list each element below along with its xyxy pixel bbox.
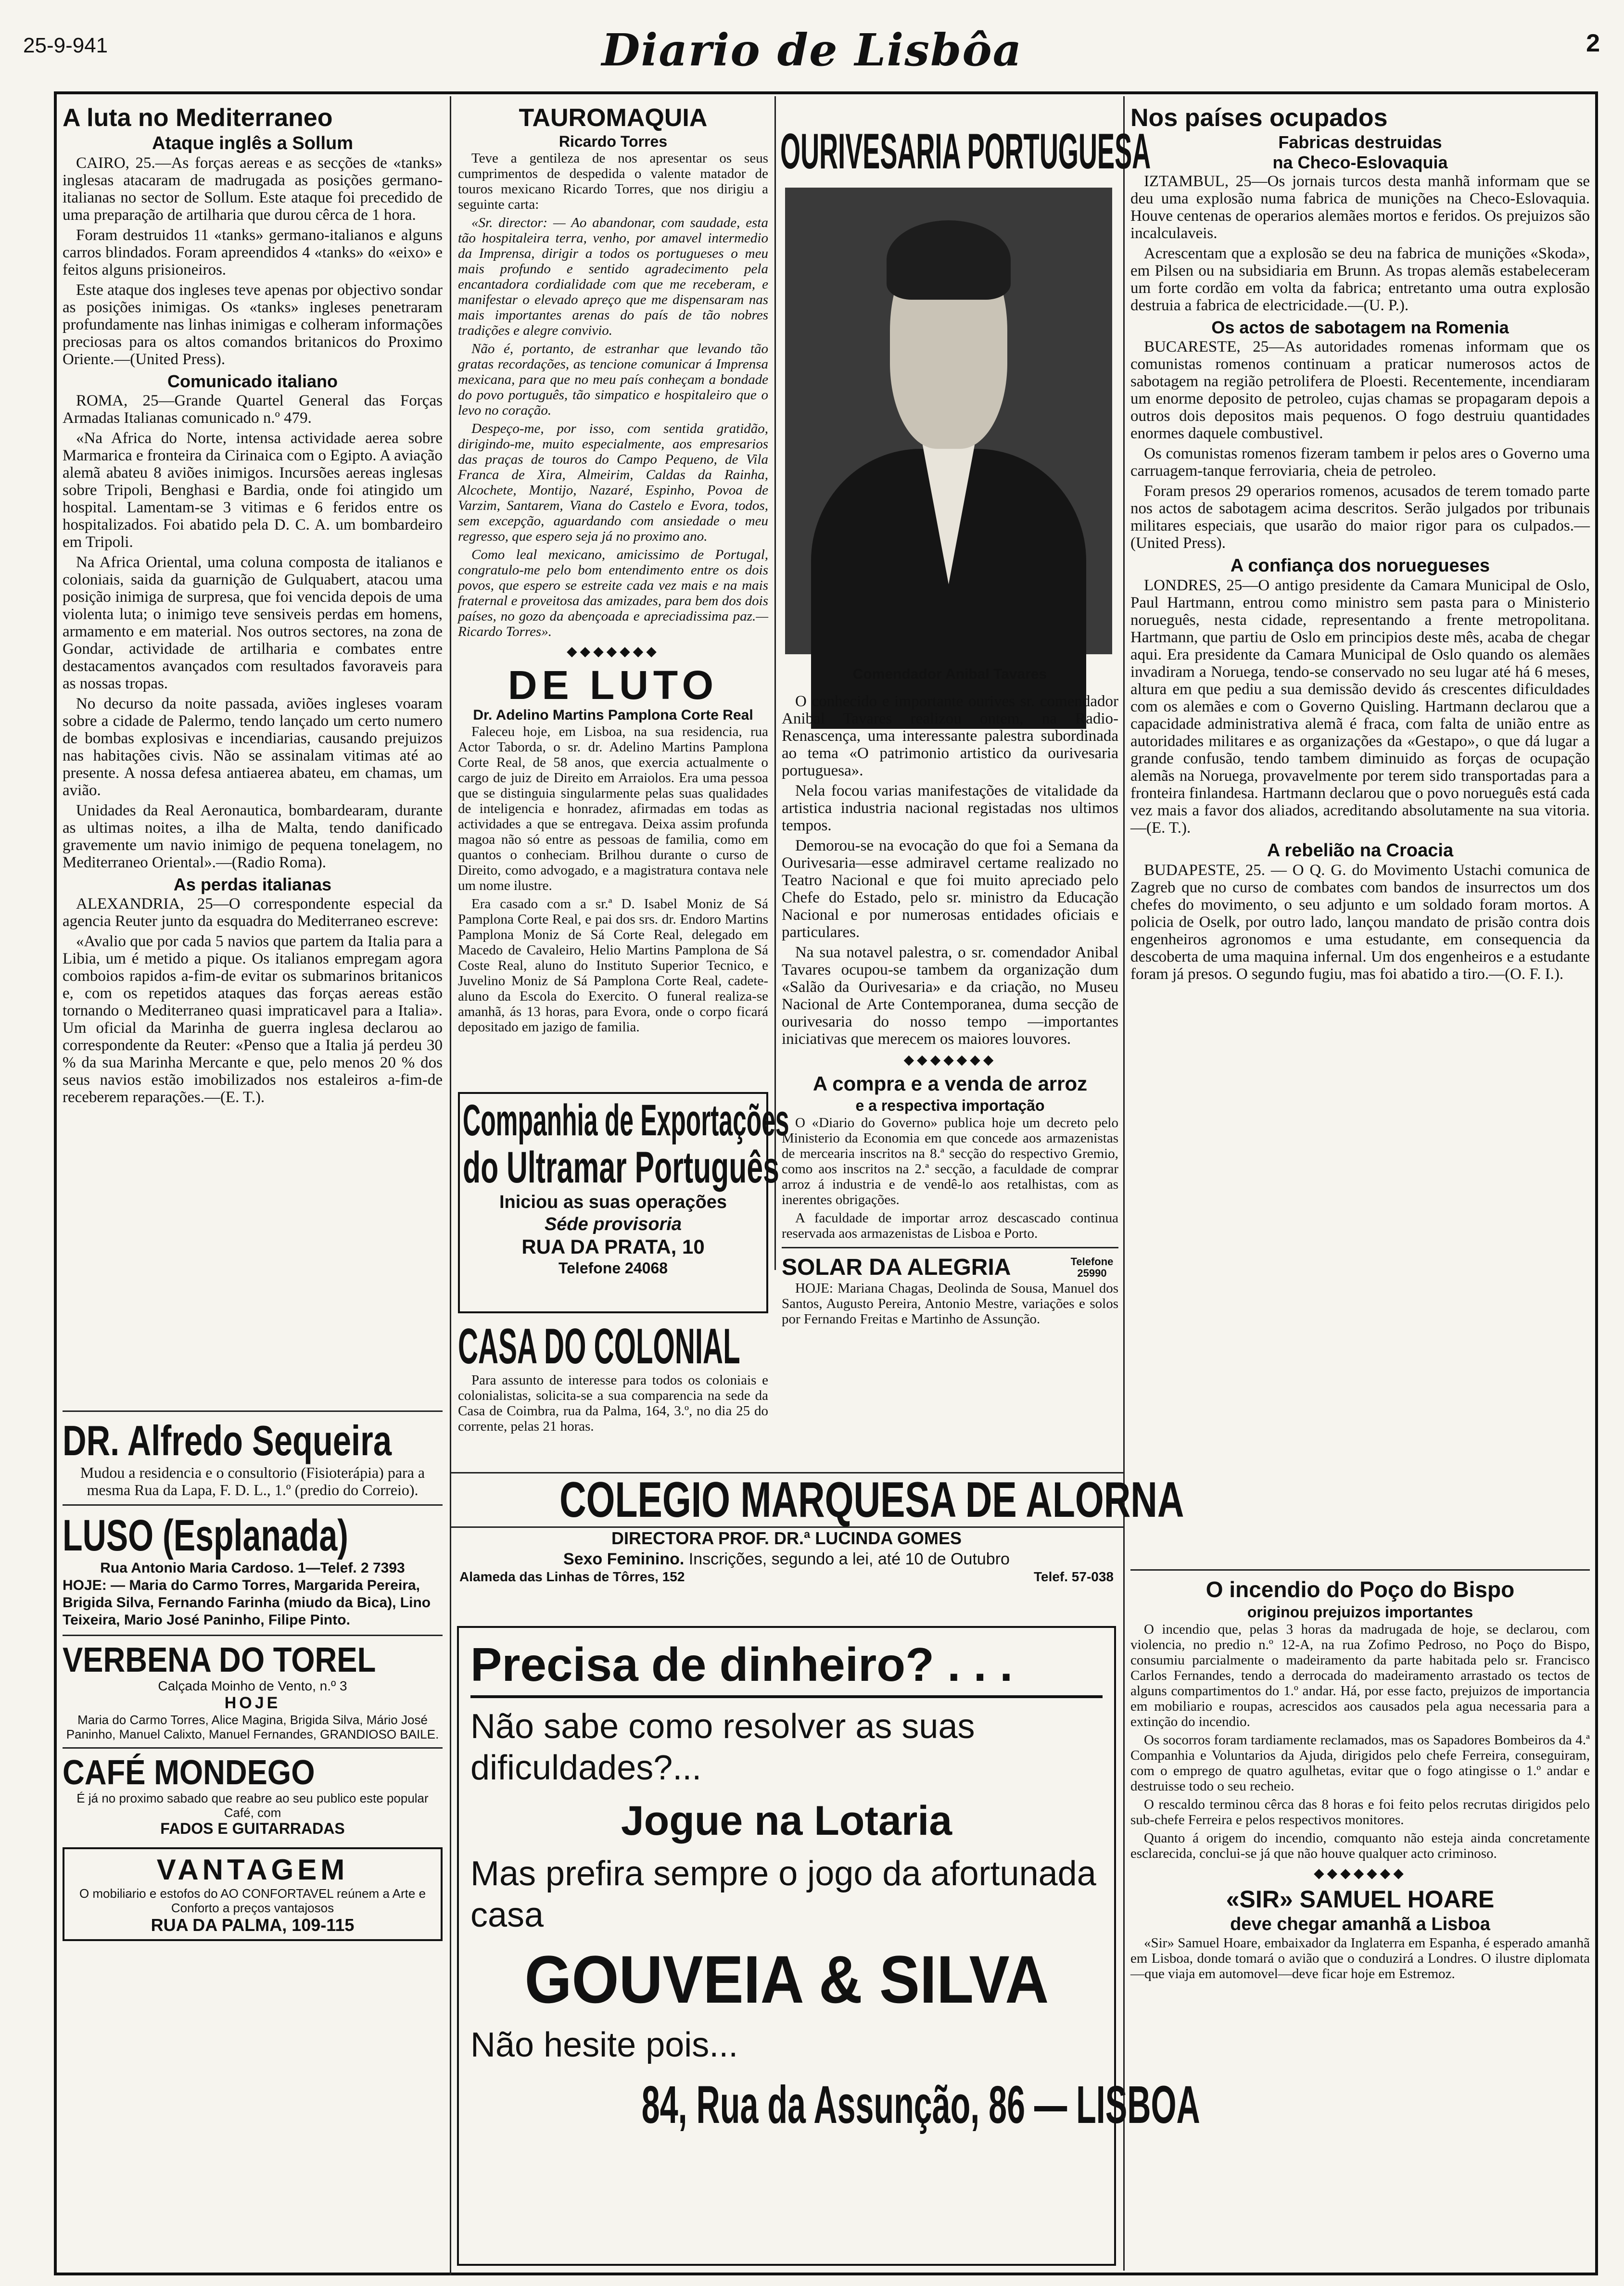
paragraph: BUDAPESTE, 25. — O Q. G. do Movimento Ustachi comunica de Zagreb que no curso de combates com bandos de insurrectos um dos chefes do movimento, o seu adjunto e um soldado foram mortos. A policia de Oselk, por outro lado, lançou mandato de prisão contra dois engenheiros agronomos e uma estudante, em consequencia da descoberta de uma maquina infernal. Um dos engenheiros e a estudante foram já presos. O segundo fugiu, mas foi abatido a tiro.—(O. F. I.). bbox=[1130, 862, 1590, 983]
headline: Nos países ocupados bbox=[1130, 104, 1388, 132]
ad-text: Inscrições, segundo a lei, até 10 de Outubro bbox=[688, 1550, 1010, 1568]
headline: «SIR» SAMUEL HOARE bbox=[1226, 1886, 1495, 1913]
paragraph: A faculdade de importar arroz descascado continua reservada aos armazenistas de Lisboa e Porto. bbox=[782, 1210, 1118, 1241]
photo-caption: Comendador Anibal Tavares bbox=[852, 666, 1047, 682]
article-mediterraneo bbox=[63, 103, 443, 1397]
paragraph: Não é, portanto, de estranhar que levando tão gratas recordações, as tencione comunicar á Imprensa mexicana, para que no meu país conheçam a bondade do povo português, tão simpatico e hospitaleiro que o levo no coração. bbox=[458, 341, 768, 418]
ad-tag: FADOS E GUITARRADAS bbox=[160, 1820, 345, 1837]
ad-title: Companhia de Exportações bbox=[463, 1096, 789, 1145]
column-4-lower bbox=[1130, 1563, 1590, 2271]
paragraph: Foram presos 29 operarios romenos, acusados de terem tomado parte nos actos de sabotagem acima descritos. Serão julgados por tribunais militares especiais, que usarão do maior rigor para os culpados.—(United Press). bbox=[1130, 483, 1590, 552]
ad-text: Sexo Feminino. bbox=[563, 1550, 685, 1568]
paragraph: Como leal mexicano, amicissimo de Portugal, congratulo-me pelo bom entendimento entre os dois povos, que espero se estreite cada vez mais e na mais fraternal e proveitosa das amizades, para bem dos dois países, no gozo da abençoada e apreciadissima paz.—Ricardo Torres». bbox=[458, 547, 768, 639]
subheadline: originou prejuizos importantes bbox=[1247, 1603, 1473, 1621]
ad-text: Não hesite pois... bbox=[470, 2026, 738, 2064]
headline: TAUROMAQUIA bbox=[519, 104, 708, 132]
ad-lotaria-gouveia-silva bbox=[457, 1626, 1200, 2266]
ad-title: LUSO (Esplanada) bbox=[63, 1511, 348, 1560]
paragraph: Os socorros foram tardiamente reclamados, mas os Sapadores Bombeiros da 4.ª Companhia e Voluntarios da Ajuda, dirigidos pelo chefe Ferreira, conseguiram, com o emprego de quatro agulhetas, evitar que o fogo atingisse o 1.º andar e destruisse todo o seu recheio. bbox=[1130, 1732, 1590, 1794]
subheadline: A rebelião na Croacia bbox=[1267, 840, 1454, 861]
ad-text: Mas prefira sempre o jogo da afortunada casa bbox=[470, 1854, 1096, 1934]
paragraph: O rescaldo terminou cêrca das 8 horas e foi feito pelos recrutas dirigidos pelo sub-chefe Ferreira e pelos respectivos monitores. bbox=[1130, 1797, 1590, 1828]
headline: A luta no Mediterraneo bbox=[63, 104, 333, 132]
paragraph: CAIRO, 25.—As forças aereas e as secções de «tanks» inglesas atacaram de madrugada as posições germano-italianas no sector de Sollum. Este ataque foi precedido de uma preparação de artilharia que durou cêrca de 1 hora. bbox=[63, 154, 443, 224]
paragraph: Despeço-me, por isso, com sentida gratidão, dirigindo-me, muito especialmente, aos empresarios das praças de touros do Campo Pequeno, de Vila Franca de Xira, Almeirim, Caldas da Rainha, Alcochete, Montijo, Nazaré, Espinho, Povoa de Varzim, Santarem, Viana do Castelo e Evora, todos, sem excepção, aguardando com ansiedade o meu regresso, que espero seja já no proximo ano. bbox=[458, 421, 768, 544]
paragraph: Acrescentam que a explosão se deu na fabrica de munições «Skoda», em Pilsen ou na subsidiaria em Brunn. As tropas alemãs estabeleceram um forte cordão em volta da fabrica; entretanto uma outra explosão destruia a fabrica de electricidade.—(U. P.). bbox=[1130, 245, 1590, 314]
paragraph: «Avalio que por cada 5 navios que partem da Italia para a Libia, um é metido a pique. Os italianos empregam agora comboios rapidos a-fim-de evitar os submarinos britanicos e, com os repetidos ataques das forças aereas estão tornando o Mediterraneo quasi impraticavel para a Italia». Um oficial da Marinha de guerra inglesa declarou ao correspondente da Reuter: «Penso que a Italia já perdeu 30 % da sua Marinha Mercante e que, pelo menos 20 % dos seus navios estão imobilizados nos estaleiros a-fim-de receberem reparações.—(E. T.). bbox=[63, 933, 443, 1106]
column-rule bbox=[774, 96, 776, 1270]
column-3 bbox=[782, 693, 1118, 1327]
column-2 bbox=[458, 103, 768, 1143]
paragraph: Teve a gentileza de nos apresentar os seus cumprimentos de despedida o valente matador de touros mexicano Ricardo Torres, que nos dirigiu a seguinte carta: bbox=[458, 151, 768, 212]
paragraph: «Sir» Samuel Hoare, embaixador da Inglaterra em Espanha, é esperado amanhã em Lisboa, donde tomará o avião que o conduzirá a Londres. O ilustre diplomata—que viaja em automovel—deve ficar hoje em Estremoz. bbox=[1130, 1935, 1590, 1981]
paragraph: BUCARESTE, 25—As autoridades romenas informam que os comunistas romenos continuam a praticar numerosos actos de sabotagem na região petrolifera de Ploesti. Recentemente, incendiaram um enorme deposito de petroleo, cujas chamas se propagaram depois a outros dois depositos mais pequenos. O fogo destruiu quantidades enormes daquele combustivel. bbox=[1130, 338, 1590, 442]
ad-address: RUA DA PALMA, 109-115 bbox=[151, 1915, 355, 1935]
ad-headline: Jogue na Lotaria bbox=[621, 1798, 952, 1844]
subheadline: Ataque inglês a Sollum bbox=[152, 133, 354, 153]
ad-text: HOJE: — Maria do Carmo Torres, Margarida Pereira, Brigida Silva, Fernando Farinha (miudo da Bica), Lino Teixeira, Mario José Paninho, Filipe Pinto. bbox=[63, 1577, 431, 1628]
paragraph: Este ataque dos ingleses teve apenas por objectivo sondar as posições inimigas. Os «tanks» ingleses penetraram profundamente nas linhas inimigas e colheram informações preciosas para os altos comandos britanicos do Proximo Oriente.—(United Press). bbox=[63, 281, 443, 368]
paragraph: Quanto á origem do incendio, comquanto não esteja ainda concretamente esclarecida, conclui-se já que não houve qualquer acto criminoso. bbox=[1130, 1830, 1590, 1861]
ad-title: CASA DO COLONIAL bbox=[458, 1319, 740, 1374]
ad-casa-colonial bbox=[458, 1321, 768, 1465]
paragraph: O «Diario do Governo» publica hoje um decreto pelo Ministerio da Economia em que concede aos armazenistas de mercearia inscritos na 8.ª secção do respectivo Gremio, como aos inscritos na 2.ª secção, a faculdade de comprar arroz á industria e de vendê-lo aos retalhistas, com as inerentes obrigações. bbox=[782, 1115, 1118, 1207]
paragraph: IZTAMBUL, 25—Os jornais turcos desta manhã informam que se deu uma explosão numa fabrica de munições na Checo-Eslovaquia. Houve centenas de operarios alemães mortos e feridos. Os prejuizos são incalculaveis. bbox=[1130, 173, 1590, 242]
paragraph: ROMA, 25—Grande Quartel General das Forças Armadas Italianas comunicado n.º 479. bbox=[63, 392, 443, 427]
paragraph: Unidades da Real Aeronautica, bombardearam, durante as ultimas noites, a ilha de Malta, tendo danificado gravemente um navio inimigo de pequena tonelagem, no Mediterraneo Oriental».—(Radio Roma). bbox=[63, 802, 443, 871]
subheadline: e a respectiva importação bbox=[855, 1097, 1045, 1114]
subheadline: na Checo-Eslovaquia bbox=[1272, 152, 1448, 172]
ad-address: Rua Antonio Maria Cardoso. 1—Telef. 2 7393 bbox=[100, 1560, 405, 1576]
banner-title: OURIVESARIA PORTUGUESA bbox=[780, 124, 1151, 179]
ad-text: Iniciou as suas operações bbox=[499, 1192, 727, 1212]
paragraph: Na sua notavel palestra, o sr. comendador Anibal Tavares ocupou-se tambem da organização dum «Salão da Ourivesaria» e da criação, no Museu Nacional de Arte Contemporanea, duma secção de ourivesaria do nosso tempo —importantes iniciativas que merecem os maiores louvores. bbox=[782, 944, 1118, 1048]
subheadline: A confiança dos noruegueses bbox=[1230, 556, 1490, 576]
ad-phone: Telefone 24068 bbox=[558, 1259, 668, 1277]
ad-address: Alameda das Linhas de Tôrres, 152 bbox=[459, 1569, 685, 1584]
paragraph: «Na Africa do Norte, intensa actividade aerea sobre Marmarica e fronteira da Cirinaica com o Egipto. A aviação alemã abateu 8 aviões inimigos. Incursões aereas inglesas sobre Tripoli, Benghasi e Bardia, onde foi atingido um hospital. Lamentam-se 3 vitimas e 6 feridos entre os hospitalizados. Foi abatido pela D. C. A. um bombardeiro em Tripoli. bbox=[63, 430, 443, 551]
ad-title: VERBENA DO TOREL bbox=[63, 1641, 376, 1679]
ad-tag: HOJE bbox=[224, 1694, 281, 1712]
paragraph: «Sr. director: — Ao abandonar, com saudade, esta tão hospitaleira terra, venho, por amavel intermedio da Imprensa, dirigir a todos os portugueses o meu mais profundo e sentido agradecimento pela encantadora cordialidade com que me receberam, e manifestar o elevado apreço que me dispensaram nas mais importantes arenas do país de tão nobres tradições e alegre convivio. bbox=[458, 215, 768, 338]
ad-title: DR. Alfredo Sequeira bbox=[63, 1417, 392, 1464]
ad-title: VANTAGEM bbox=[156, 1854, 349, 1886]
portrait-photo bbox=[785, 188, 1112, 654]
headline: A compra e a venda de arroz bbox=[812, 1072, 1088, 1095]
subheadline: Os actos de sabotagem na Romenia bbox=[1211, 318, 1509, 337]
headline: DE LUTO bbox=[508, 662, 719, 708]
column-4 bbox=[1130, 103, 1590, 1556]
paragraph: O conhecido e importante ourives sr. comendador Anibal Tavares realizou ontem, na Radio-Renascença, uma interessante palestra subordinada ao tema «O patrimonio artistico da ourivesaria portuguesa». bbox=[782, 693, 1118, 779]
divider: ◆◆◆◆◆◆◆ bbox=[567, 644, 660, 659]
subheadline: Fabricas destruidas bbox=[1278, 132, 1442, 152]
headline: O incendio do Poço do Bispo bbox=[1205, 1577, 1515, 1602]
ad-text: É já no proximo sabado que reabre ao seu publico este popular Café, com bbox=[76, 1791, 429, 1820]
divider: ◆◆◆◆◆◆◆ bbox=[1314, 1866, 1407, 1881]
ad-text: Não sabe como resolver as suas dificuldades?... bbox=[470, 1707, 975, 1787]
ad-title: do Ultramar Português bbox=[463, 1143, 779, 1192]
paragraph: O incendio que, pelas 3 horas da madrugada de hoje, se declarou, com violencia, no predio n.º 12-A, na rua Zofimo Pedroso, no Poço do Bispo, consumiu parcialmente o madeiramento da parte habitada pelo sr. Francisco Carlos Fernandes, tendo a derrocada do madeiramento arrastado os tectos de alguns compartimentos do 1.º andar. Há, por esse facto, prejuizos de importancia em mobiliario e roupas, acrescidos aos causados pela agua necessaria para a extinção do incendio. bbox=[1130, 1622, 1590, 1729]
ad-text: Para assunto de interesse para todos os coloniais e colonialistas, solicita-se a sua comparencia na sede da Casa de Coimbra, rua da Palma, 164, 3.º, no dia 25 do corrente, pelas 21 horas. bbox=[458, 1372, 768, 1434]
paragraph: Nela focou varias manifestações de vitalidade da artistica industria nacional registadas nos ultimos tempos. bbox=[782, 782, 1118, 834]
ad-phone: Telef. 57-038 bbox=[1033, 1569, 1114, 1584]
ad-address: RUA DA PRATA, 10 bbox=[521, 1235, 705, 1258]
subheadline: As perdas italianas bbox=[173, 875, 332, 894]
paragraph: Na Africa Oriental, uma coluna composta de italianos e coloniais, saida da guarnição de Gulquabert, atacou uma posição inimiga de surpresa, que foi vencida depois de uma violenta luta; o inimigo teve sensiveis perdas em homens, armamento e em material. Nos outros sectores, na zona de Gondar, actividade de artilharia e combates entre destacamentos avançados com resultados favoraveis para as nossas tropas. bbox=[63, 554, 443, 692]
ad-colegio-alorna bbox=[450, 1472, 1184, 1621]
subheadline: Dr. Adelino Martins Pamplona Corte Real bbox=[473, 707, 753, 723]
paragraph: Demorou-se na evocação do que foi a Semana da Ourivesaria—esse admiravel certame realizado no Teatro Nacional e que foi muito apreciado pelo Chefe do Estado, pelo sr. ministro da Educação Nacional e por numerosas entidades oficiais e particulares. bbox=[782, 837, 1118, 941]
ad-text: Mudou a residencia e o consultorio (Fisioterápia) para a mesma Rua da Lapa, F. D. L., 1.º (predio do Correio). bbox=[80, 1464, 425, 1499]
paragraph: Era casado com a sr.ª D. Isabel Moniz de Sá Pamplona Corte Real, e pai dos srs. dr. Endoro Martins Pamplona Moniz de Sá Corte Real, delegado em Macedo de Cavaleiro, Helio Martins Pamplona de Sá Coste Real, aluno do Instituto Superior Tecnico, e Juvelino Moniz de Sá Pamplona Corte Real, cadete-aluno da Escola do Exercito. O funeral realiza-se amanhã, ás 13 horas, para Evora, onde o corpo ficará depositado em jazigo de familia. bbox=[458, 896, 768, 1035]
ad-director: DIRECTORA PROF. DR.ª LUCINDA GOMES bbox=[611, 1528, 962, 1548]
subheadline: Ricardo Torres bbox=[558, 133, 668, 150]
ad-phone: Telefone 25990 bbox=[1070, 1255, 1114, 1279]
ad-title: SOLAR DA ALEGRIA bbox=[782, 1255, 1011, 1280]
paragraph: No decurso da noite passada, aviões ingleses voaram sobre a cidade de Palermo, tendo lançado um certo numero de bombas explosivas e incendiarias, causando prejuizos nas habitações civis. Não se assinalam vitimas até ao presente. A nossa defesa antiaerea abateu, em chamas, um avião. bbox=[63, 695, 443, 799]
paragraph: Os comunistas romenos fizeram tambem ir pelos ares o Governo uma carruagem-tanque ferroviaria, cheia de petroleo. bbox=[1130, 445, 1590, 480]
issue-date: 25-9-941 bbox=[23, 34, 108, 57]
ad-headline: Precisa de dinheiro? . . . bbox=[470, 1638, 1013, 1691]
ad-title: CAFÉ MONDEGO bbox=[63, 1753, 315, 1792]
ad-address: 84, Rua da Assunção, 86 — LISBOA bbox=[641, 2075, 1200, 2134]
paragraph: LONDRES, 25—O antigo presidente da Camara Municipal de Oslo, Paul Hartmann, entrou como ministro sem pasta para o Ministerio norueguês, nesta cidade, representando a frente metropolitana. Hartmann, que partiu de Oslo em principios deste mês, acaba de chegar aqui. Era presidente da Camara Municipal de Oslo quando os alemães invadiram a Noruega, tendo-se conservado no seu lugar até há 6 meses, altura em que pediu a sua demissão devido ás crescentes dificuldades com os alemães e com o Governo Quisling. Hartmann declarou que a capacidade administrativa alemã é fraca, com falta de união entre as autoridades militares e as organizações da «Gestapo», o que dá lugar a grande confusão, tendo tambem diminuido as forças de ocupação alemãs na Noruega, provavelmente por terem sido transportadas para a fronteira finlandesa. Hartmann declarou que o povo norueguês está cada vez mais a favor dos aliados, acreditando absolutamente na sua vitoria.—(E. T.). bbox=[1130, 577, 1590, 837]
ad-text: Séde provisoria bbox=[544, 1214, 682, 1234]
ad-text: Maria do Carmo Torres, Alice Magina, Brigida Silva, Mário José Paninho, Manuel Calixto, Manuel Fernandes, GRANDIOSO BAILE. bbox=[66, 1713, 439, 1741]
ad-companhia-exportacoes bbox=[458, 1092, 789, 1313]
page-number: 2 bbox=[1586, 29, 1600, 57]
column-rule bbox=[450, 1867, 451, 2275]
column-rule bbox=[1123, 96, 1125, 2271]
divider: ◆◆◆◆◆◆◆ bbox=[903, 1053, 997, 1067]
ad-brand: GOUVEIA & SILVA bbox=[524, 1942, 1049, 2017]
paragraph: Faleceu hoje, em Lisboa, na sua residencia, rua Actor Taborda, o sr. dr. Adelino Martins Pamplona Corte Real, de 58 anos, que exercia actualmente o cargo de juiz de Direito em Arraiolos. Era uma pessoa que se distinguia singularmente pelas suas qualidades de inteligencia e honradez, afirmadas em todas as actividades a que se entregava. Deixa assim profunda magoa não só entre as pessoas de familia, como em quantos o conheciam. Brilhou durante o curso de Direito, como advogado, e a magistratura contava nele um nome ilustre. bbox=[458, 724, 768, 893]
paragraph: Foram destruidos 11 «tanks» germano-italianos e alguns carros blindados. Foram apreendidos 4 «tanks» do «eixo» e feitos alguns prisioneiros. bbox=[63, 227, 443, 279]
paragraph: ALEXANDRIA, 25—O correspondente especial da agencia Reuter junto da esquadra do Mediterraneo escreve: bbox=[63, 895, 443, 930]
ad-text: O mobiliario e estofos do AO CONFORTAVEL reúnem a Arte e Conforto a preços vantajosos bbox=[79, 1886, 426, 1915]
ad-text: HOJE: Mariana Chagas, Deolinda de Sousa, Manuel dos Santos, Augusto Pereira, Antonio Mestre, variações e solos por Fernando Freitas e Martinho de Assunção. bbox=[782, 1281, 1118, 1327]
ad-title: COLEGIO MARQUESA DE ALORNA bbox=[559, 1472, 1184, 1528]
subheadline: deve chegar amanhã a Lisboa bbox=[1230, 1914, 1490, 1934]
banner-ourivesaria bbox=[780, 124, 1151, 179]
ad-address: Calçada Moinho de Vento, n.º 3 bbox=[158, 1678, 347, 1693]
newspaper-title: Diario de Lisbôa bbox=[601, 24, 1023, 76]
classified-ads-column bbox=[63, 1405, 443, 2271]
subheadline: Comunicado italiano bbox=[167, 371, 338, 391]
